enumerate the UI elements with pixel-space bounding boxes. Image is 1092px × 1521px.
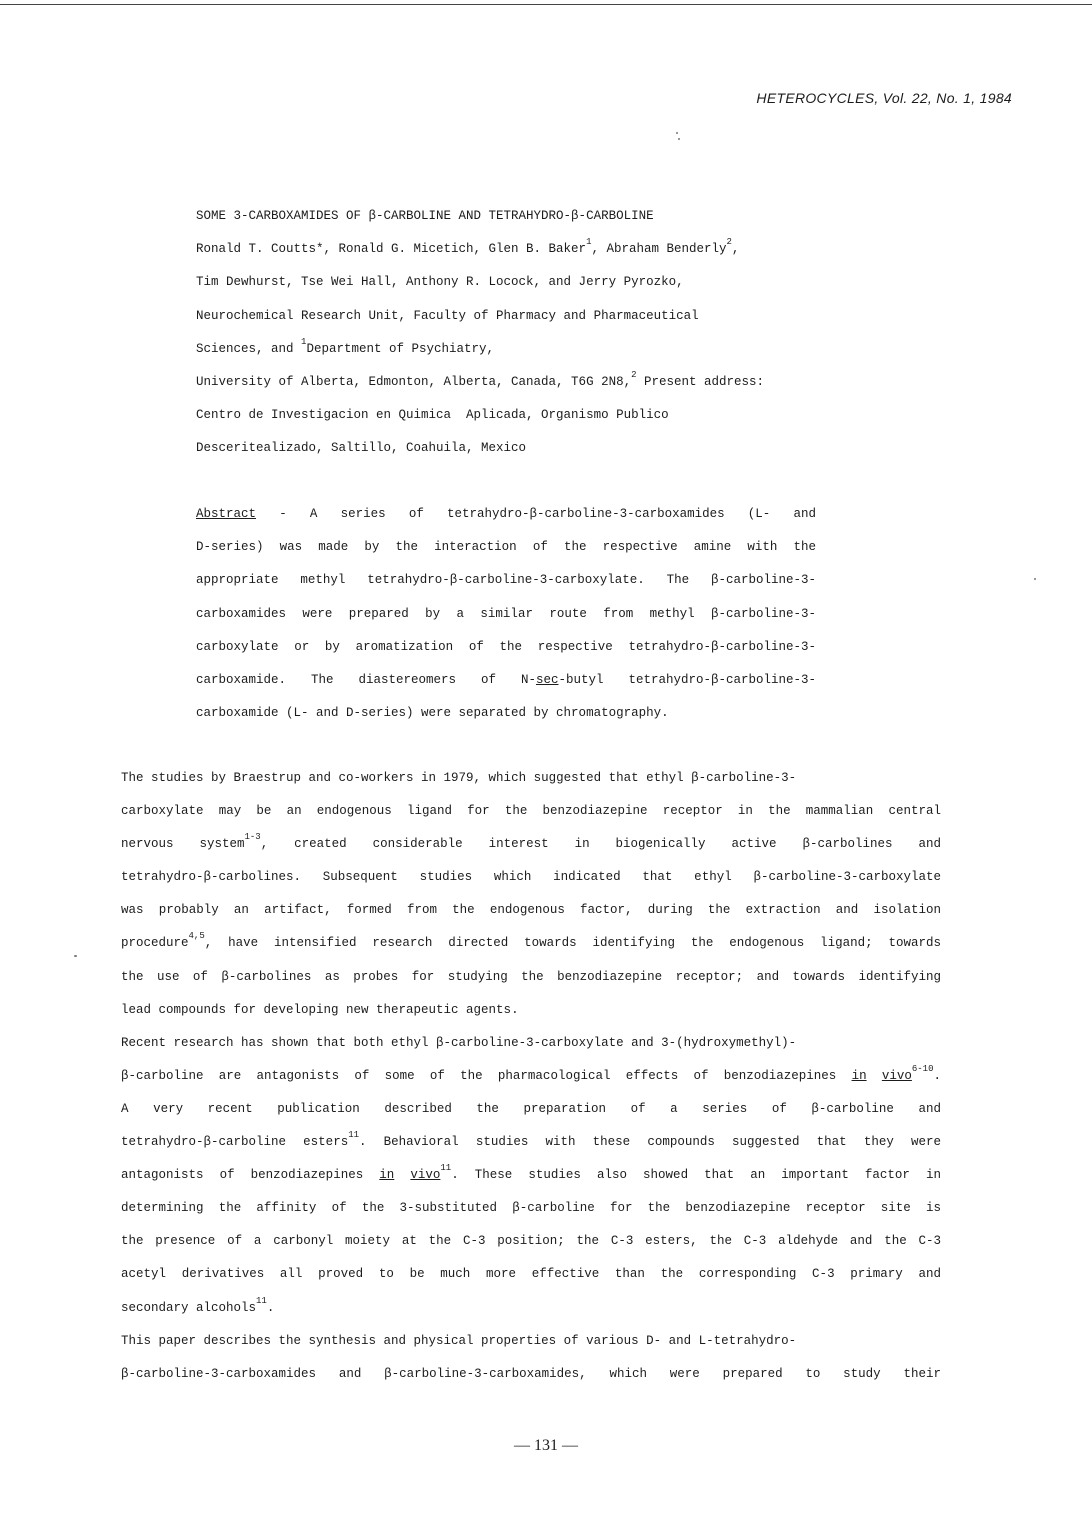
- body-text: [121, 770, 941, 1399]
- body-line: acetyl derivatives all proved to be much more effective than the corresponding C-3 primary and: [121, 1267, 941, 1282]
- scan-speck: [1034, 578, 1036, 580]
- abstract-line-6: carboxamide. The diastereomers of N-sec-butyl tetrahydro-β-carboline-3-: [196, 672, 817, 687]
- scan-speck: [676, 132, 678, 134]
- body-line: the use of β-carbolines as probes for studying the benzodiazepine receptor; and towards identifying: [121, 969, 941, 984]
- body-line: procedure$^{4,5}$, have intensified research directed towards identifying the endogenous ligand; towards: [121, 931, 941, 951]
- body-line: nervous system$^{1-3}$, created considerable interest in biogenically active β-carbolines and: [121, 832, 941, 852]
- affiliation-line-5: Desceritealizado, Saltillo, Coahuila, Mexico: [196, 441, 527, 456]
- affiliation-line-3: University of Alberta, Edmonton, Alberta, Canada, T6G 2N8,$^2$ Present address:: [196, 369, 765, 389]
- abstract-line-7: carboxamide (L- and D-series) were separated by chromatography.: [196, 706, 669, 721]
- body-line: The studies by Braestrup and co-workers in 1979, which suggested that ethyl β-carboline-3-: [121, 771, 797, 785]
- body-line: determining the affinity of the 3-substituted β-carboline for the benzodiazepine receptor site is: [121, 1201, 941, 1216]
- body-line: This paper describes the synthesis and physical properties of various D- and L-tetrahydro-: [121, 1333, 797, 1348]
- abstract-line-2: D-series) was made by the interaction of the respective amine with the: [196, 540, 816, 555]
- body-line: was probably an artifact, formed from the endogenous factor, during the extraction and isolation: [121, 903, 941, 918]
- abstract-line-4: carboxamides were prepared by a similar route from methyl β-carboline-3-: [196, 606, 816, 621]
- abstract-line-5: carboxylate or by aromatization of the respective tetrahydro-β-carboline-3-: [196, 639, 816, 654]
- affiliation-line-4: Centro de Investigacion en Quimica Aplicada, Organismo Publico: [196, 408, 669, 423]
- body-line: β-carboline-3-carboxamides and β-carboline-3-carboxamides, which were prepared to study their: [121, 1366, 941, 1381]
- body-line: antagonists of benzodiazepines in vivo$^{11}$. These studies also showed that an important factor in: [121, 1163, 941, 1183]
- article-title: SOME 3-CARBOXAMIDES OF β-CARBOLINE AND TETRAHYDRO-β-CARBOLINE: [196, 209, 654, 223]
- title-block: [196, 208, 916, 474]
- affiliation-line-1: Neurochemical Research Unit, Faculty of Pharmacy and Pharmaceutical: [196, 308, 699, 323]
- body-line: the presence of a carbonyl moiety at the C-3 position; the C-3 esters, the C-3 aldehyde and the C-3: [121, 1234, 941, 1249]
- top-rule: [0, 4, 1092, 5]
- page-number: — 131 —: [514, 1437, 578, 1454]
- scan-speck: [678, 138, 680, 140]
- affiliation-line-2: Sciences, and $^1$Department of Psychiatry,: [196, 336, 494, 356]
- body-line: lead compounds for developing new therapeutic agents.: [121, 1002, 519, 1017]
- authors-line-2: Tim Dewhurst, Tse Wei Hall, Anthony R. Locock, and Jerry Pyrozko,: [196, 275, 684, 290]
- authors-line-1: Ronald T. Coutts*, Ronald G. Micetich, Glen B. Baker$^1$, Abraham Benderly$^2$,: [196, 237, 740, 257]
- abstract-line-1: Abstract - A series of tetrahydro-β-carboline-3-carboxamides (L- and: [196, 507, 816, 521]
- abstract-line-3: appropriate methyl tetrahydro-β-carboline-3-carboxylate. The β-carboline-3-: [196, 573, 816, 588]
- abstract-block: [196, 506, 816, 738]
- body-line: Recent research has shown that both ethyl β-carboline-3-carboxylate and 3-(hydroxymethyl)-: [121, 1035, 797, 1050]
- scan-speck: [74, 955, 77, 957]
- body-line: tetrahydro-β-carboline esters$^{11}$. Behavioral studies with these compounds suggested that they were: [121, 1130, 941, 1150]
- journal-header: HETEROCYCLES, Vol. 22, No. 1, 1984: [756, 90, 1012, 106]
- body-line: carboxylate may be an endogenous ligand for the benzodiazepine receptor in the mammalian central: [121, 804, 941, 819]
- abstract-label: Abstract: [196, 507, 257, 521]
- body-line: β-carboline are antagonists of some of the pharmacological effects of benzodiazepines in vivo$^{6-10}$.: [121, 1063, 941, 1083]
- body-line: A very recent publication described the preparation of a series of β-carboline and: [121, 1101, 941, 1116]
- body-line: tetrahydro-β-carbolines. Subsequent studies which indicated that ethyl β-carboline-3-carboxylate: [121, 870, 941, 885]
- body-line: secondary alcohols$^{11}$.: [121, 1295, 275, 1315]
